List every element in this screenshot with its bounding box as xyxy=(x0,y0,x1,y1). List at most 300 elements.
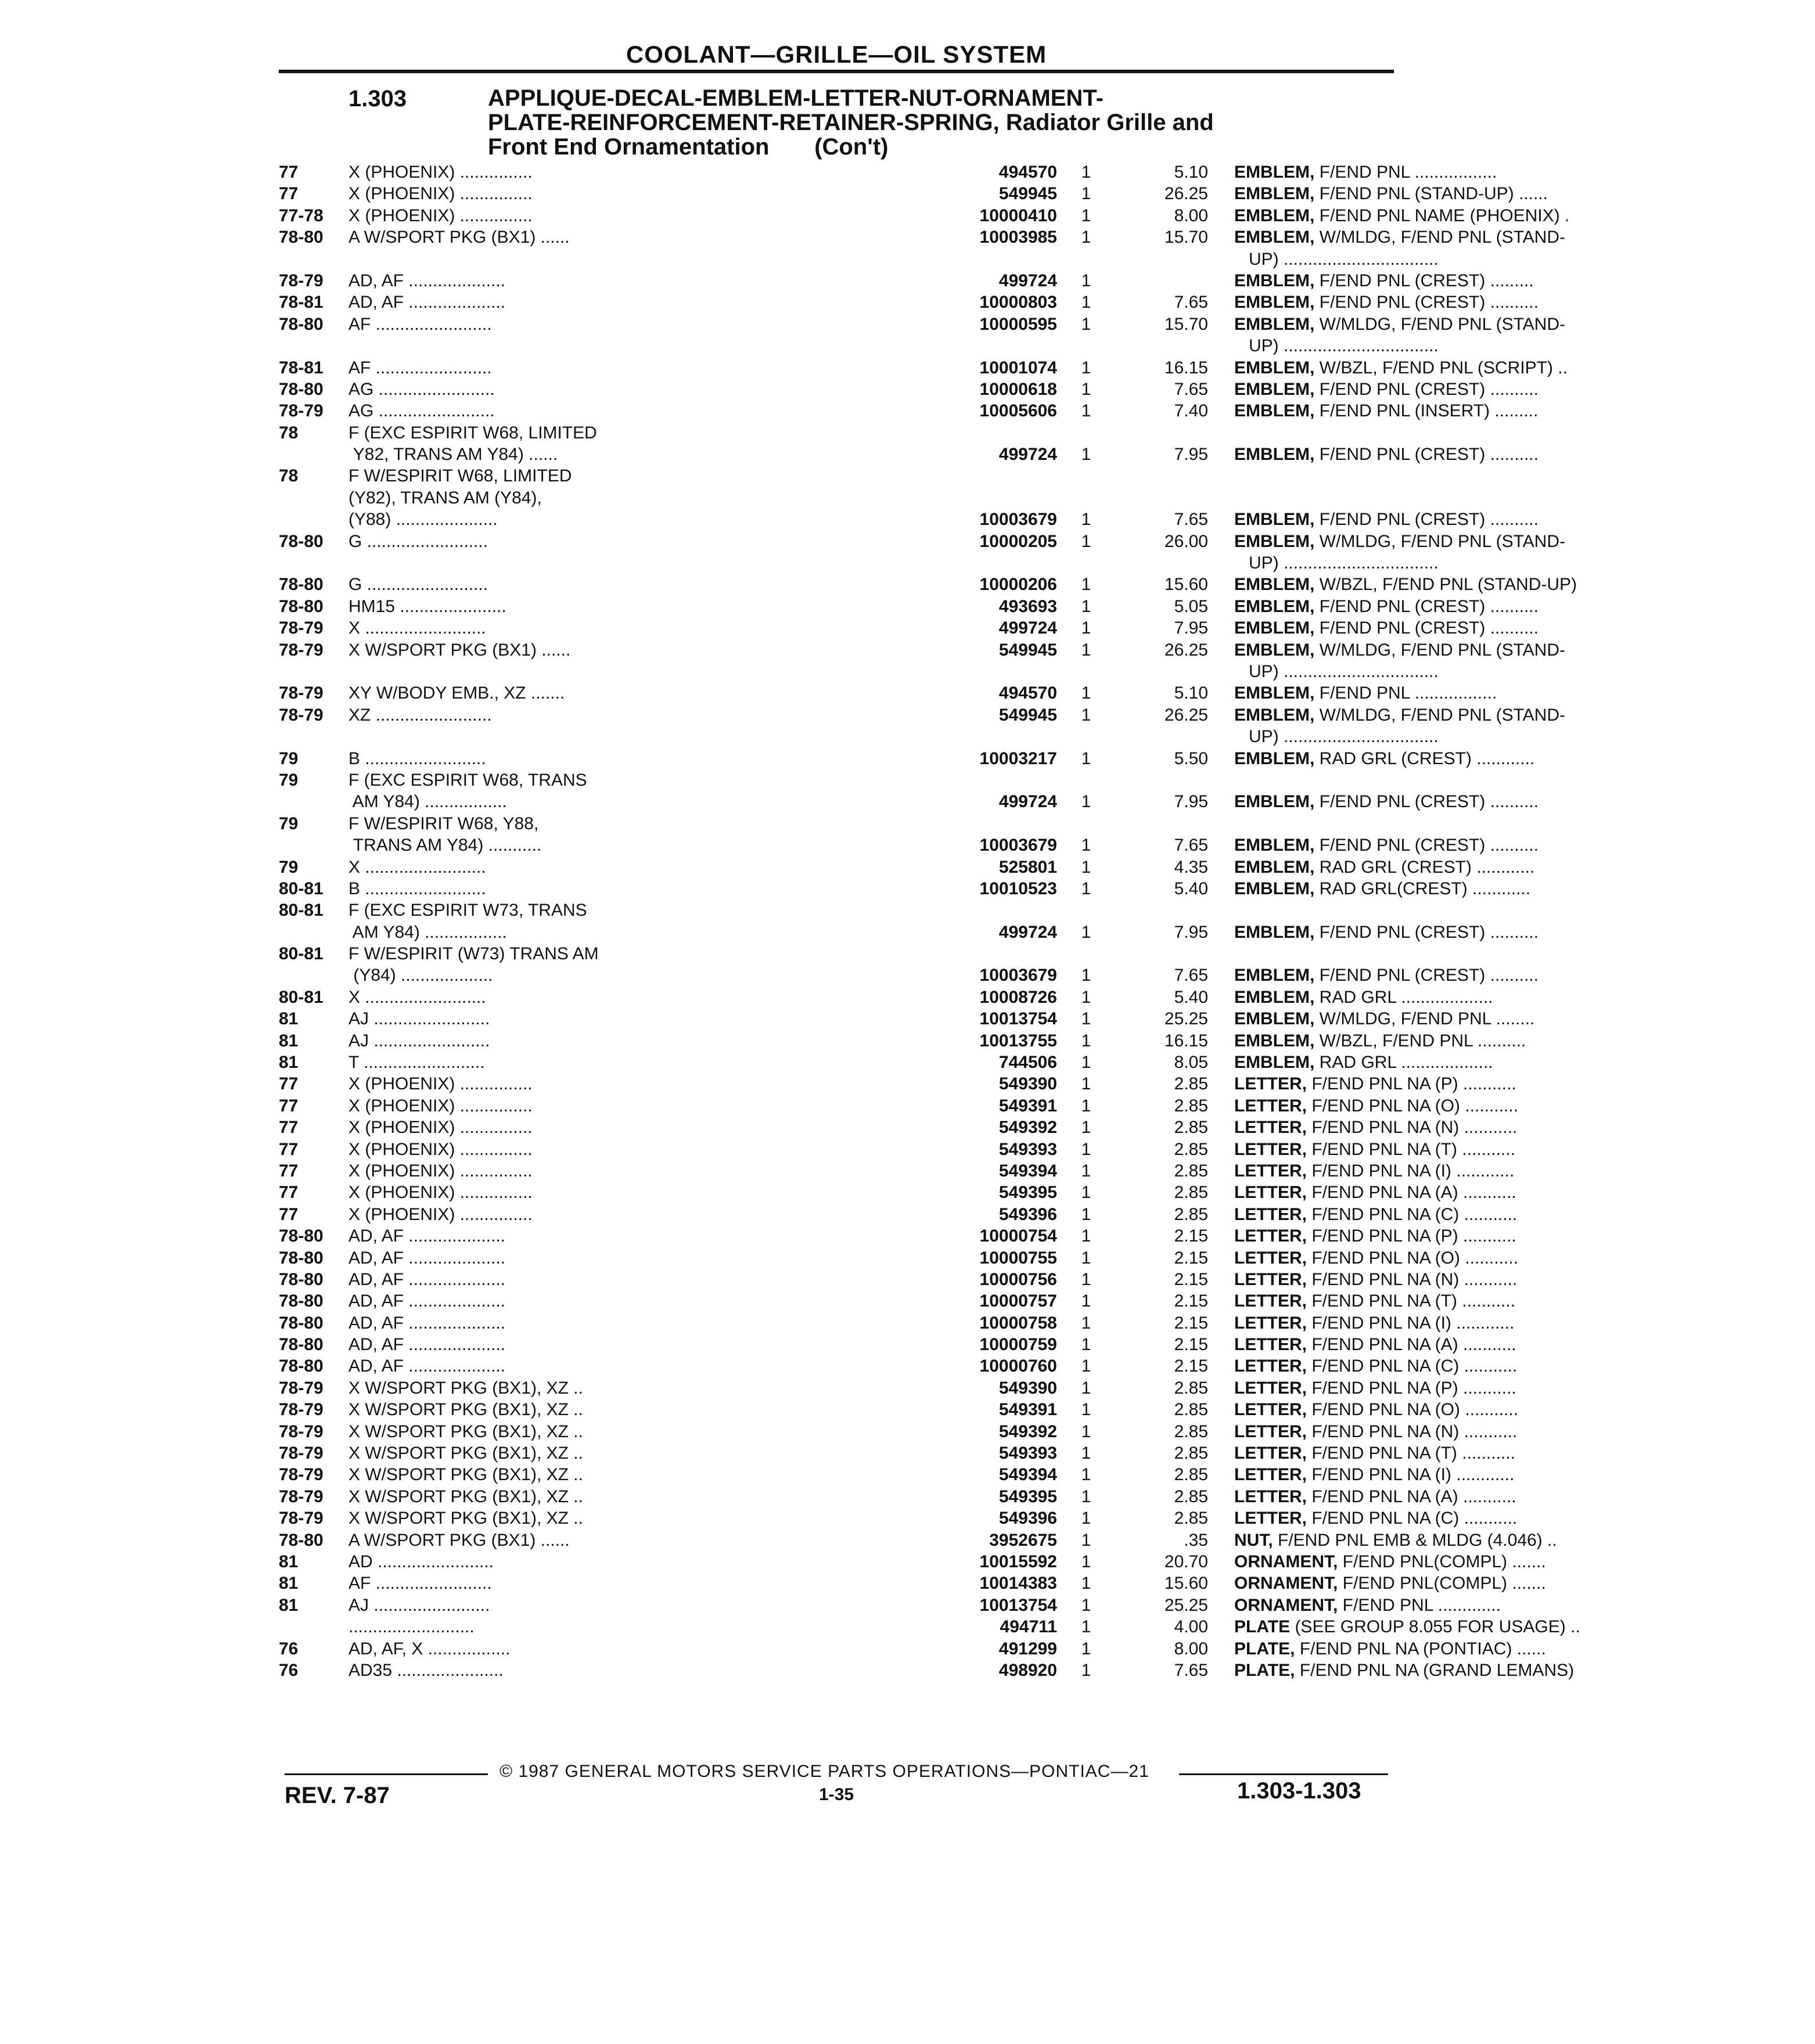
part-detail: F/END PNL NA (O) ........... xyxy=(1307,1096,1518,1115)
part-number: 499724 xyxy=(998,922,1057,942)
part-description xyxy=(1234,1095,1815,1117)
model-year: 77 xyxy=(279,1139,299,1159)
part-number: 10003985 xyxy=(979,228,1057,247)
part-description xyxy=(1234,1464,1815,1485)
quantity: 1 xyxy=(1081,1226,1091,1246)
price: 2.85 xyxy=(1174,1378,1208,1398)
price: 7.65 xyxy=(1174,510,1208,530)
parts-row xyxy=(279,1442,1515,1464)
part-detail: F/END PNL NA (GRAND LEMANS) xyxy=(1295,1660,1575,1680)
part-description xyxy=(1234,878,1815,899)
model-description: X (PHOENIX) ............... xyxy=(348,1161,533,1181)
part-keyword: LETTER, xyxy=(1234,1356,1307,1376)
parts-row xyxy=(279,357,1568,379)
part-keyword: LETTER, xyxy=(1234,1444,1307,1463)
model-year: 78-80 xyxy=(279,1248,324,1268)
part-detail: F/END PNL NA (O) ........... xyxy=(1307,1248,1518,1268)
part-number: 10000410 xyxy=(979,206,1057,225)
model-description: AJ ........................ xyxy=(348,1595,490,1615)
part-detail: F/END PNL NA (C) ........... xyxy=(1307,1509,1518,1528)
part-detail: F/END PNL (STAND-UP) ...... xyxy=(1314,184,1548,204)
part-keyword: LETTER, xyxy=(1234,1378,1307,1398)
part-detail: F/END PNL NA (A) ........... xyxy=(1307,1183,1516,1203)
part-number: 549390 xyxy=(998,1378,1057,1398)
price: 2.85 xyxy=(1174,1204,1208,1224)
model-description: AG ........................ xyxy=(348,379,495,399)
model-description: X W/SPORT PKG (BX1), XZ .. xyxy=(348,1465,583,1485)
part-description xyxy=(1234,704,1815,726)
price: 7.95 xyxy=(1174,792,1208,812)
quantity: 1 xyxy=(1081,379,1091,399)
model-description: AD, AF .................... xyxy=(348,1269,506,1289)
part-keyword: EMBLEM, xyxy=(1234,683,1315,703)
footer-rule-right xyxy=(1179,1773,1388,1775)
price: 26.00 xyxy=(1164,531,1208,551)
price: 2.85 xyxy=(1174,1465,1208,1485)
price: 7.65 xyxy=(1174,379,1208,399)
quantity: 1 xyxy=(1081,792,1091,812)
parts-row xyxy=(279,249,1439,270)
model-description: (Y88) ..................... xyxy=(348,510,498,530)
part-detail: F/END PNL NA (C) ........... xyxy=(1307,1204,1518,1224)
price: 7.65 xyxy=(1174,293,1208,312)
part-number: 549945 xyxy=(998,640,1057,660)
part-description xyxy=(1234,1355,1815,1377)
part-number: 10000803 xyxy=(979,293,1057,312)
parts-row xyxy=(279,465,1394,487)
quantity: 1 xyxy=(1081,510,1091,530)
quantity: 1 xyxy=(1081,1009,1091,1029)
parts-row xyxy=(279,1399,1518,1420)
quantity: 1 xyxy=(1081,1248,1091,1268)
part-number: 10003217 xyxy=(979,748,1057,768)
part-number: 3952675 xyxy=(989,1530,1057,1550)
part-number: 10000205 xyxy=(979,531,1057,551)
part-keyword: LETTER, xyxy=(1234,1118,1307,1138)
model-year: 77 xyxy=(279,1074,299,1094)
model-year: 78-79 xyxy=(279,1422,324,1441)
part-keyword: LETTER, xyxy=(1234,1335,1307,1355)
model-description: AG ........................ xyxy=(348,401,495,421)
part-description xyxy=(1234,1377,1815,1399)
part-number: 10013754 xyxy=(979,1009,1057,1029)
part-keyword: EMBLEM, xyxy=(1234,379,1315,399)
part-description xyxy=(1234,292,1815,313)
part-detail: F/END PNL ............. xyxy=(1338,1595,1501,1615)
parts-row xyxy=(279,1269,1518,1290)
part-keyword: LETTER, xyxy=(1234,1183,1307,1203)
model-year: 79 xyxy=(279,857,299,877)
part-number: 549945 xyxy=(998,184,1057,204)
part-number: 549393 xyxy=(998,1444,1057,1463)
model-year: 77 xyxy=(279,163,299,182)
model-year: 76 xyxy=(279,1660,299,1680)
quantity: 1 xyxy=(1081,683,1091,703)
part-keyword: EMBLEM, xyxy=(1234,748,1315,768)
price: 2.15 xyxy=(1174,1291,1208,1311)
section-title-line: PLATE-REINFORCEMENT-RETAINER-SPRING, Radiator Grille and xyxy=(488,110,1214,135)
model-description: AF ........................ xyxy=(348,1574,492,1593)
price: 25.25 xyxy=(1164,1595,1208,1615)
price: 2.85 xyxy=(1174,1400,1208,1420)
part-description xyxy=(1234,183,1815,204)
quantity: 1 xyxy=(1081,1660,1091,1680)
part-keyword: EMBLEM, xyxy=(1234,618,1315,638)
footer-rule-left xyxy=(285,1773,488,1775)
parts-row xyxy=(279,834,1539,856)
part-detail: F/END PNL NA (N) ........... xyxy=(1307,1118,1518,1138)
part-detail: RAD GRL (CREST) ............ xyxy=(1314,748,1535,768)
part-keyword: LETTER, xyxy=(1234,1487,1307,1506)
model-description: G ......................... xyxy=(348,531,488,551)
part-keyword: EMBLEM, xyxy=(1234,1053,1315,1073)
part-keyword: ORNAMENT, xyxy=(1234,1552,1338,1571)
model-description: A W/SPORT PKG (BX1) ...... xyxy=(348,1530,570,1550)
part-detail: F/END PNL NA (P) ........... xyxy=(1307,1226,1516,1246)
part-keyword: LETTER, xyxy=(1234,1465,1307,1485)
part-detail: F/END PNL ................. xyxy=(1314,163,1497,182)
part-detail: UP) ................................ xyxy=(1234,553,1439,573)
parts-row xyxy=(279,899,1394,921)
part-description xyxy=(1234,1399,1815,1420)
part-detail: UP) ................................ xyxy=(1234,727,1439,747)
price: 7.95 xyxy=(1174,922,1208,942)
model-year: 78-81 xyxy=(279,358,324,377)
model-description: F W/ESPIRIT (W73) TRANS AM xyxy=(348,944,599,964)
quantity: 1 xyxy=(1081,1422,1091,1441)
part-number: 10008726 xyxy=(979,987,1057,1007)
part-detail: F/END PNL NA (A) ........... xyxy=(1307,1335,1516,1355)
parts-row xyxy=(279,161,1497,183)
part-number: 494570 xyxy=(998,683,1057,703)
part-description xyxy=(1234,1247,1815,1269)
model-year: 78-79 xyxy=(279,1378,324,1398)
price: 2.15 xyxy=(1174,1226,1208,1246)
part-number: 10003679 xyxy=(979,510,1057,530)
part-number: 10000618 xyxy=(979,379,1057,399)
price: 4.35 xyxy=(1174,857,1208,877)
part-description xyxy=(1234,1638,1815,1660)
parts-row xyxy=(279,965,1539,986)
parts-row xyxy=(279,226,1566,248)
model-description: AD, AF .................... xyxy=(348,1248,506,1268)
quantity: 1 xyxy=(1081,1161,1091,1181)
part-detail: F/END PNL(COMPL) ....... xyxy=(1338,1552,1546,1571)
model-year: 78-80 xyxy=(279,1226,324,1246)
part-description xyxy=(1234,1660,1815,1681)
parts-row xyxy=(279,943,1394,965)
part-description xyxy=(1234,1290,1815,1312)
model-year: 78-79 xyxy=(279,705,324,725)
part-description xyxy=(1234,1551,1815,1572)
price: 2.15 xyxy=(1174,1313,1208,1333)
price: 7.95 xyxy=(1174,618,1208,638)
quantity: 1 xyxy=(1081,705,1091,725)
part-detail: F/END PNL NA (T) ........... xyxy=(1307,1291,1515,1311)
part-keyword: ORNAMENT, xyxy=(1234,1574,1338,1593)
part-description xyxy=(1234,509,1815,530)
model-year: 78-79 xyxy=(279,1509,324,1528)
part-number: 499724 xyxy=(998,271,1057,290)
part-keyword: EMBLEM, xyxy=(1234,966,1315,985)
part-detail: F/END PNL NA (C) ........... xyxy=(1307,1356,1518,1376)
parts-row xyxy=(279,682,1497,704)
parts-row xyxy=(279,748,1535,769)
parts-row xyxy=(279,1551,1546,1572)
part-number: 549394 xyxy=(998,1465,1057,1485)
model-year: 77-78 xyxy=(279,206,324,225)
quantity: 1 xyxy=(1081,1574,1091,1593)
model-year: 78 xyxy=(279,466,299,486)
quantity: 1 xyxy=(1081,1530,1091,1550)
part-number: 549396 xyxy=(998,1509,1057,1528)
model-description: X W/SPORT PKG (BX1) ...... xyxy=(348,640,571,660)
model-year: 78-80 xyxy=(279,379,324,399)
price: 2.15 xyxy=(1174,1335,1208,1355)
section-title xyxy=(488,86,1394,159)
parts-row xyxy=(279,1595,1501,1616)
price: 2.15 xyxy=(1174,1356,1208,1376)
quantity: 1 xyxy=(1081,1444,1091,1463)
model-year: 78-79 xyxy=(279,401,324,421)
part-keyword: EMBLEM, xyxy=(1234,987,1315,1007)
quantity: 1 xyxy=(1081,1378,1091,1398)
part-number: 499724 xyxy=(998,445,1057,465)
part-number: 10000755 xyxy=(979,1248,1057,1268)
part-keyword: EMBLEM, xyxy=(1234,1031,1315,1050)
price: 15.70 xyxy=(1164,228,1208,247)
model-description: .......................... xyxy=(348,1617,475,1637)
part-detail: F/END PNL (CREST) .......... xyxy=(1314,836,1539,855)
model-description: XZ ........................ xyxy=(348,705,492,725)
part-description xyxy=(1234,1530,1815,1551)
part-keyword: LETTER, xyxy=(1234,1161,1307,1181)
model-year: 81 xyxy=(279,1031,299,1050)
price: 5.10 xyxy=(1174,683,1208,703)
parts-row xyxy=(279,552,1439,574)
part-number: 549394 xyxy=(998,1161,1057,1181)
part-description xyxy=(1234,834,1815,856)
model-description: AJ ........................ xyxy=(348,1031,490,1050)
model-description: AD ........................ xyxy=(348,1552,494,1571)
part-detail: F/END PNL NA (T) ........... xyxy=(1307,1139,1515,1159)
part-description xyxy=(1234,1052,1815,1073)
part-number: 10000760 xyxy=(979,1356,1057,1376)
price: 2.85 xyxy=(1174,1509,1208,1528)
part-description xyxy=(1234,1595,1815,1616)
quantity: 1 xyxy=(1081,1487,1091,1506)
model-year: 77 xyxy=(279,1118,299,1138)
model-description: (Y82), TRANS AM (Y84), xyxy=(348,488,542,508)
price: 7.65 xyxy=(1174,966,1208,985)
price: 2.85 xyxy=(1174,1161,1208,1181)
model-description: (Y84) ................... xyxy=(348,966,493,985)
model-year: 77 xyxy=(279,1096,299,1115)
part-number: 10000758 xyxy=(979,1313,1057,1333)
model-year: 81 xyxy=(279,1574,299,1593)
quantity: 1 xyxy=(1081,271,1091,290)
part-detail: F/END PNL (CREST) .......... xyxy=(1314,596,1539,616)
part-keyword: EMBLEM, xyxy=(1234,640,1315,660)
parts-row xyxy=(279,379,1539,400)
parts-row xyxy=(279,769,1394,791)
parts-row xyxy=(279,1225,1516,1247)
part-detail: W/MLDG, F/END PNL ........ xyxy=(1314,1009,1535,1029)
price: 2.85 xyxy=(1174,1444,1208,1463)
model-year: 78-79 xyxy=(279,271,324,290)
part-keyword: NUT, xyxy=(1234,1530,1273,1550)
part-description xyxy=(1234,1334,1815,1355)
quantity: 1 xyxy=(1081,445,1091,465)
parts-row xyxy=(279,1486,1516,1507)
quantity: 1 xyxy=(1081,1313,1091,1333)
quantity: 1 xyxy=(1081,966,1091,985)
part-detail: RAD GRL (CREST) ............ xyxy=(1314,857,1535,877)
parts-row xyxy=(279,422,1394,444)
part-description xyxy=(1234,639,1815,661)
part-detail: W/MLDG, F/END PNL (STAND- xyxy=(1314,705,1566,725)
parts-row xyxy=(279,1030,1526,1052)
model-year: 78-80 xyxy=(279,1313,324,1333)
quantity: 1 xyxy=(1081,1031,1091,1050)
part-description xyxy=(1234,1312,1815,1334)
part-description xyxy=(1234,1225,1815,1247)
part-number: 549396 xyxy=(998,1204,1057,1224)
parts-row xyxy=(279,1247,1518,1269)
model-year: 78-81 xyxy=(279,293,324,312)
quantity: 1 xyxy=(1081,1074,1091,1094)
parts-row xyxy=(279,400,1539,422)
part-number: 10000595 xyxy=(979,314,1057,334)
model-description: F (EXC ESPIRIT W68, LIMITED xyxy=(348,423,597,442)
model-description: AD, AF .................... xyxy=(348,293,506,312)
price: 2.85 xyxy=(1174,1118,1208,1138)
part-detail: F/END PNL NA (I) ............ xyxy=(1307,1313,1515,1333)
part-keyword: PLATE, xyxy=(1234,1660,1295,1680)
part-detail: UP) ................................ xyxy=(1234,661,1439,681)
copyright: © 1987 GENERAL MOTORS SERVICE PARTS OPERATIONS—PONTIAC—21 xyxy=(499,1762,1149,1781)
model-year: 78-80 xyxy=(279,575,324,595)
model-year: 76 xyxy=(279,1639,299,1658)
part-number: 491299 xyxy=(998,1639,1057,1658)
parts-row xyxy=(279,1464,1515,1485)
part-number: 10000757 xyxy=(979,1291,1057,1311)
price: 15.60 xyxy=(1164,575,1208,595)
model-year: 78-80 xyxy=(279,228,324,247)
part-description xyxy=(1234,314,1815,335)
part-description xyxy=(1234,791,1815,812)
quantity: 1 xyxy=(1081,358,1091,377)
parts-row xyxy=(279,335,1439,357)
model-description: X ......................... xyxy=(348,618,486,638)
parts-row xyxy=(279,1117,1518,1138)
price: 2.85 xyxy=(1174,1487,1208,1506)
part-keyword: LETTER, xyxy=(1234,1291,1307,1311)
part-number: 498920 xyxy=(998,1660,1057,1680)
part-keyword: LETTER, xyxy=(1234,1400,1307,1420)
part-detail: UP) ................................ xyxy=(1234,336,1439,356)
part-description xyxy=(1234,1008,1815,1030)
part-detail: F/END PNL NA (I) ............ xyxy=(1307,1161,1515,1181)
model-year: 78 xyxy=(279,423,299,442)
part-number: 525801 xyxy=(998,857,1057,877)
part-keyword: EMBLEM, xyxy=(1234,575,1315,595)
part-description xyxy=(1234,661,1815,682)
page-title: COOLANT—GRILLE—OIL SYSTEM xyxy=(626,41,1047,68)
part-number: 10000759 xyxy=(979,1335,1057,1355)
part-number: 549390 xyxy=(998,1074,1057,1094)
part-detail: RAD GRL ................... xyxy=(1314,1053,1493,1073)
model-description: X ......................... xyxy=(348,857,486,877)
part-keyword: EMBLEM, xyxy=(1234,857,1315,877)
model-year: 81 xyxy=(279,1595,299,1615)
part-keyword: EMBLEM, xyxy=(1234,358,1315,377)
part-keyword: EMBLEM, xyxy=(1234,401,1315,421)
model-year: 79 xyxy=(279,770,299,790)
parts-row xyxy=(279,574,1577,595)
price: 25.25 xyxy=(1164,1009,1208,1029)
parts-row xyxy=(279,987,1493,1008)
parts-row xyxy=(279,1008,1535,1030)
part-number: 549945 xyxy=(998,705,1057,725)
model-description: AD, AF .................... xyxy=(348,1356,506,1376)
part-detail: F/END PNL (CREST) .......... xyxy=(1314,792,1539,812)
part-detail: F/END PNL NA (N) ........... xyxy=(1307,1422,1518,1441)
part-number: 499724 xyxy=(998,792,1057,812)
quantity: 1 xyxy=(1081,596,1091,616)
model-description: X (PHOENIX) ............... xyxy=(348,163,533,182)
model-description: HM15 ...................... xyxy=(348,596,506,616)
model-year: 79 xyxy=(279,814,299,833)
quantity: 1 xyxy=(1081,163,1091,182)
model-year: 78-79 xyxy=(279,640,324,660)
part-detail: F/END PNL (CREST) .......... xyxy=(1314,922,1539,942)
model-description: X (PHOENIX) ............... xyxy=(348,1139,533,1159)
price: 2.85 xyxy=(1174,1183,1208,1203)
model-year: 78-80 xyxy=(279,1356,324,1376)
part-description xyxy=(1234,1030,1815,1052)
parts-row xyxy=(279,1507,1518,1529)
part-description xyxy=(1234,1486,1815,1507)
model-year: 78-80 xyxy=(279,314,324,334)
revision: REV. 7-87 xyxy=(285,1783,390,1808)
parts-row xyxy=(279,704,1566,726)
parts-row xyxy=(279,617,1539,639)
part-keyword: LETTER, xyxy=(1234,1313,1307,1333)
model-description: X W/SPORT PKG (BX1), XZ .. xyxy=(348,1487,583,1506)
part-keyword: LETTER, xyxy=(1234,1269,1307,1289)
price: 8.05 xyxy=(1174,1053,1208,1073)
part-detail: F/END PNL NA (P) ........... xyxy=(1307,1074,1516,1094)
price: 15.60 xyxy=(1164,1574,1208,1593)
parts-row xyxy=(279,1290,1515,1312)
model-year: 77 xyxy=(279,1204,299,1224)
part-description xyxy=(1234,444,1815,465)
part-detail: F/END PNL (INSERT) ......... xyxy=(1314,401,1539,421)
model-description: F W/ESPIRIT W68, Y88, xyxy=(348,814,539,833)
model-year: 78-80 xyxy=(279,1335,324,1355)
part-detail: F/END PNL (CREST) .......... xyxy=(1314,618,1539,638)
part-keyword: ORNAMENT, xyxy=(1234,1595,1338,1615)
model-year: 79 xyxy=(279,748,299,768)
part-keyword: LETTER, xyxy=(1234,1074,1307,1094)
quantity: 1 xyxy=(1081,1291,1091,1311)
parts-row xyxy=(279,270,1534,292)
quantity: 1 xyxy=(1081,618,1091,638)
part-keyword: EMBLEM, xyxy=(1234,206,1315,225)
part-detail: F/END PNL (CREST) .......... xyxy=(1314,445,1539,465)
model-description: X W/SPORT PKG (BX1), XZ .. xyxy=(348,1400,583,1420)
